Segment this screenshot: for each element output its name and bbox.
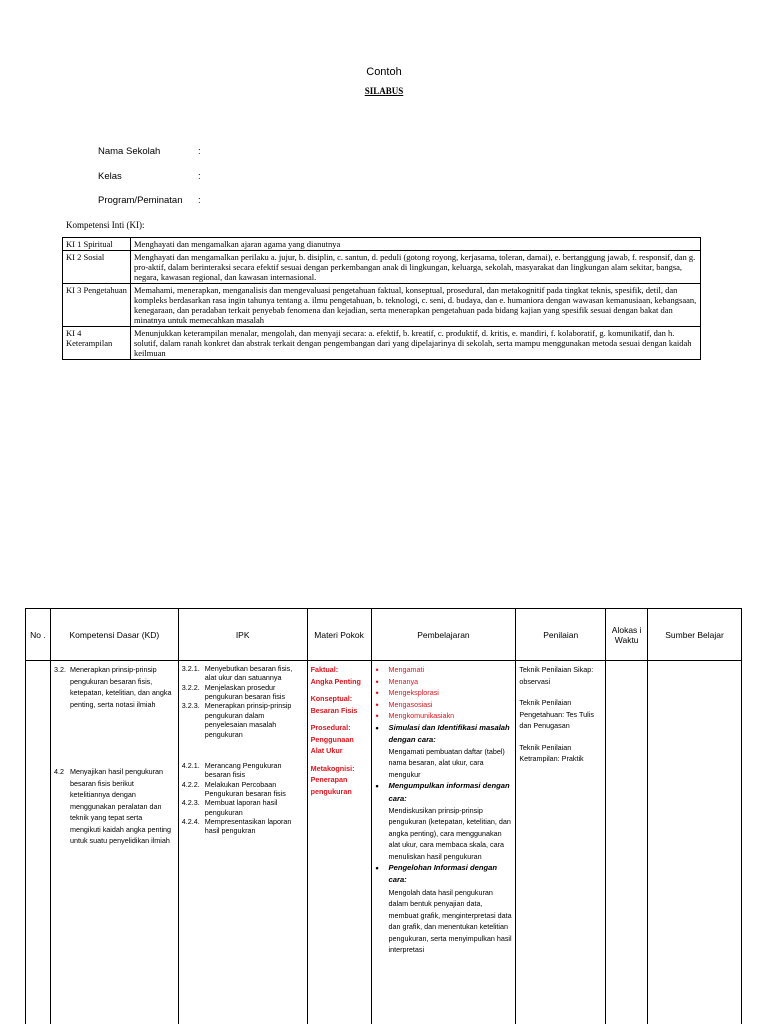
header-ipk: IPK <box>178 609 307 661</box>
ipk-number: 4.2.4. <box>181 817 200 827</box>
materi-block-metakognisi <box>311 763 368 798</box>
ki-desc: Menghayati dan mengamalkan ajaran agama yang dianutnya <box>131 238 701 251</box>
identity-row-program <box>98 195 201 206</box>
ipk-list <box>182 664 304 836</box>
ipk-text: Menjelaskan prosedur pengukuran besaran fisis <box>204 682 286 702</box>
ipk-number: 3.2.1. <box>181 664 200 673</box>
kd-number: 3.2. <box>53 665 66 674</box>
ki-desc: Menunjukkan keterampilan menalar, mengolah, dan menyaji secara: a. efektif, b. kreatif, c. produktif, d. kritis, e. mandiri, f. kolaboratif, g. komunikatif, dan h. solutif, dalam ranah konkret dan abstrak terkait dengan pengembangan dari yang dipelajarinya di sekolah, serta mampu menggunakan metoda sesuai dengan kaidah keilmuan <box>131 327 701 360</box>
ipk-number: 3.2.3. <box>181 701 200 711</box>
learning-block-heading: • Pengelohan Informasi dengan cara: <box>375 862 513 886</box>
cell-alokasi <box>606 661 648 1024</box>
ipk-text: Merancang Pengukuran besaran fisis <box>204 760 282 780</box>
materi-block-konseptual <box>311 693 368 716</box>
identity-colon: : <box>198 195 201 206</box>
learning-step: • Mengasosiasi <box>375 699 513 711</box>
kd-item <box>54 664 175 710</box>
header-sumber: Sumber Belajar <box>648 609 742 661</box>
ipk-item <box>182 761 304 780</box>
learning-step: • Mengeksplorasi <box>375 687 513 699</box>
kd-number: 4.2 <box>53 767 64 777</box>
materi-line: pengukuran <box>310 786 352 796</box>
materi-block-faktual <box>311 664 368 687</box>
ipk-text: Menerapkan prinsip-prinsip pengukuran dalam penyelesaian masalah pengukuran <box>204 701 292 739</box>
header-penilaian: Penilaian <box>516 609 606 661</box>
materi-line: Metakognisi: <box>310 763 355 773</box>
ki-key: KI 4 Keterampilan <box>63 327 131 360</box>
ki-desc: Memahami, menerapkan, menganalisis dan mengevaluasi pengetahuan faktual, konseptual, prosedural, dan metakognitif pada tingkat teknis, spesifik, detil, dan kompleks berdasarkan rasa ingin tahunya tentang a. ilmu pengetahuan, b. teknologi, c. seni, d. budaya, dan e. humaniora dengan wawasan kemanusiaan, kebangsaan, kenegaraan, dan peradaban terkait penyebab fenomena dan kejadian, serta menerapkan pengetahuan pada bidang kajian yang spesifik sesuai dengan bakat dan minatnya untuk memecahkan masalah <box>131 284 701 327</box>
ki-row <box>63 238 701 251</box>
kd-item <box>54 766 175 847</box>
kd-list <box>54 664 175 847</box>
ipk-number: 4.2.1. <box>181 760 200 770</box>
learning-block-body: Mengamati pembuatan daftar (tabel) nama besaran, alat ukur, cara mengukur <box>388 746 505 779</box>
silabus-header-row <box>26 609 742 661</box>
ipk-item <box>182 798 304 817</box>
ki-row <box>63 284 701 327</box>
ipk-text: Melakukan Percobaan Pengukuran besaran fisis <box>204 779 286 798</box>
materi-line: Faktual: <box>310 665 339 674</box>
learning-block-heading: • Simulasi dan Identifikasi masalah dengan cara: <box>375 722 513 746</box>
assessment-item: Teknik Penilaian Sikap: observasi <box>519 665 594 686</box>
materi-line: Angka Penting <box>310 676 361 686</box>
ipk-item <box>182 683 304 702</box>
spacer <box>54 710 175 766</box>
ki-key: KI 2 Sosial <box>63 251 131 284</box>
learning-step: • Mengamati <box>375 664 513 676</box>
ki-heading: Kompetensi Inti (KI): <box>66 220 145 230</box>
ipk-item <box>182 817 304 836</box>
ipk-item <box>182 664 304 683</box>
identity-row-school <box>98 146 201 157</box>
cell-pembelajaran <box>371 661 516 1024</box>
ipk-number: 4.2.3. <box>181 798 200 808</box>
learning-step: • Menanya <box>375 676 513 688</box>
silabus-content-row <box>26 661 742 1024</box>
materi-line: Prosedural: <box>310 723 351 733</box>
kd-text: Menyajikan hasil pengukuran besaran fisis berikut ketelitiannya dengan menggunakan peralatan dan teknik yang tepat serta mengikuti kaidah angka penting untuk suatu penyelidikan ilmiah <box>69 767 172 846</box>
assessment-item: Teknik Penilaian Pengetahuan: Tes Tulis dan Penugasan <box>519 698 594 731</box>
materi-line: Konseptual: <box>310 694 353 704</box>
spacer <box>182 739 304 761</box>
ipk-item <box>182 780 304 799</box>
cell-no <box>26 661 51 1024</box>
ki-key: KI 3 Pengetahuan <box>63 284 131 327</box>
ki-key: KI 1 Spiritual <box>63 238 131 251</box>
cell-materi <box>307 661 371 1024</box>
identity-colon: : <box>198 171 201 182</box>
ki-desc: Menghayati dan mengamalkan perilaku a. jujur, b. disiplin, c. santun, d. peduli (gotong royong, kerjasama, toleran, damai), e. bertanggung jawab, f. responsif, dan g. pro-aktif, dalam berinteraksi secara efektif sesuai dengan perkembangan anak di lingkungan, keluarga, sekolah, masyarakat dan lingkungan alam sekitar, bangsa, negara, kawasan regional, dan kawasan internasional. <box>131 251 701 284</box>
cell-sumber <box>648 661 742 1024</box>
learning-block-heading: • Mengumpulkan informasi dengan cara: <box>375 780 513 804</box>
ipk-text: Menyebutkan besaran fisis, alat ukur dan satuannya <box>204 664 293 683</box>
identity-colon: : <box>198 146 201 157</box>
materi-line: Alat Ukur <box>310 746 343 756</box>
learning-steps-list <box>375 664 513 722</box>
header-alokasi: Alokas i Waktu <box>606 609 648 661</box>
ipk-text: Membuat laporan hasil pengukuran <box>204 798 278 817</box>
learning-block-body: Mendiskusikan prinsip-prinsip pengukuran (ketepatan, ketelitian, dan angka penting), cara menggunakan alat ukur, cara membaca skala, cara menuliskan hasil pengukuran <box>388 805 511 861</box>
ki-table <box>62 237 701 360</box>
silabus-table <box>25 608 742 1024</box>
assessment-item: Teknik Penilaian Ketrampilan: Praktik <box>519 742 584 764</box>
identity-label: Program/Peminatan <box>98 195 183 206</box>
cell-ipk <box>178 661 307 1024</box>
cell-kd <box>50 661 178 1024</box>
identity-label: Nama Sekolah <box>98 146 161 157</box>
ki-row <box>63 251 701 284</box>
materi-line: Penggunaan <box>310 734 354 744</box>
header-kd: Kompetensi Dasar (KD) <box>50 609 178 661</box>
materi-line: Penerapan <box>310 775 348 785</box>
learning-block-body: Mengolah data hasil pengukuran dalam bentuk penyajian data, membuat grafik, menginterpretasi data dan grafik, dan menentukan ketelitian pengukuran, serta menyimpulkan hasil interpretasi <box>388 887 512 955</box>
ki-row <box>63 327 701 360</box>
document-title: Contoh <box>366 66 402 78</box>
header-no: No . <box>26 609 51 661</box>
materi-line: Besaran Fisis <box>310 705 358 715</box>
identity-row-class <box>98 171 201 182</box>
kd-text: Menerapkan prinsip-prinsip pengukuran besaran fisis, ketepatan, ketelitian, dan angka penting, serta notasi ilmiah <box>69 665 172 709</box>
ipk-number: 3.2.2. <box>181 682 200 692</box>
header-materi: Materi Pokok <box>307 609 371 661</box>
learning-step: • Mengkomunikasiakn <box>375 710 513 722</box>
materi-block-prosedural <box>311 722 368 757</box>
ipk-item <box>182 701 304 738</box>
identity-label: Kelas <box>98 171 122 182</box>
ipk-text: Mempresentasikan laporan hasil pengukran <box>204 817 292 836</box>
cell-penilaian <box>516 661 606 1024</box>
ipk-number: 4.2.2. <box>181 779 200 789</box>
header-pembelajaran: Pembelajaran <box>371 609 516 661</box>
document-subtitle: SILABUS <box>364 86 404 96</box>
